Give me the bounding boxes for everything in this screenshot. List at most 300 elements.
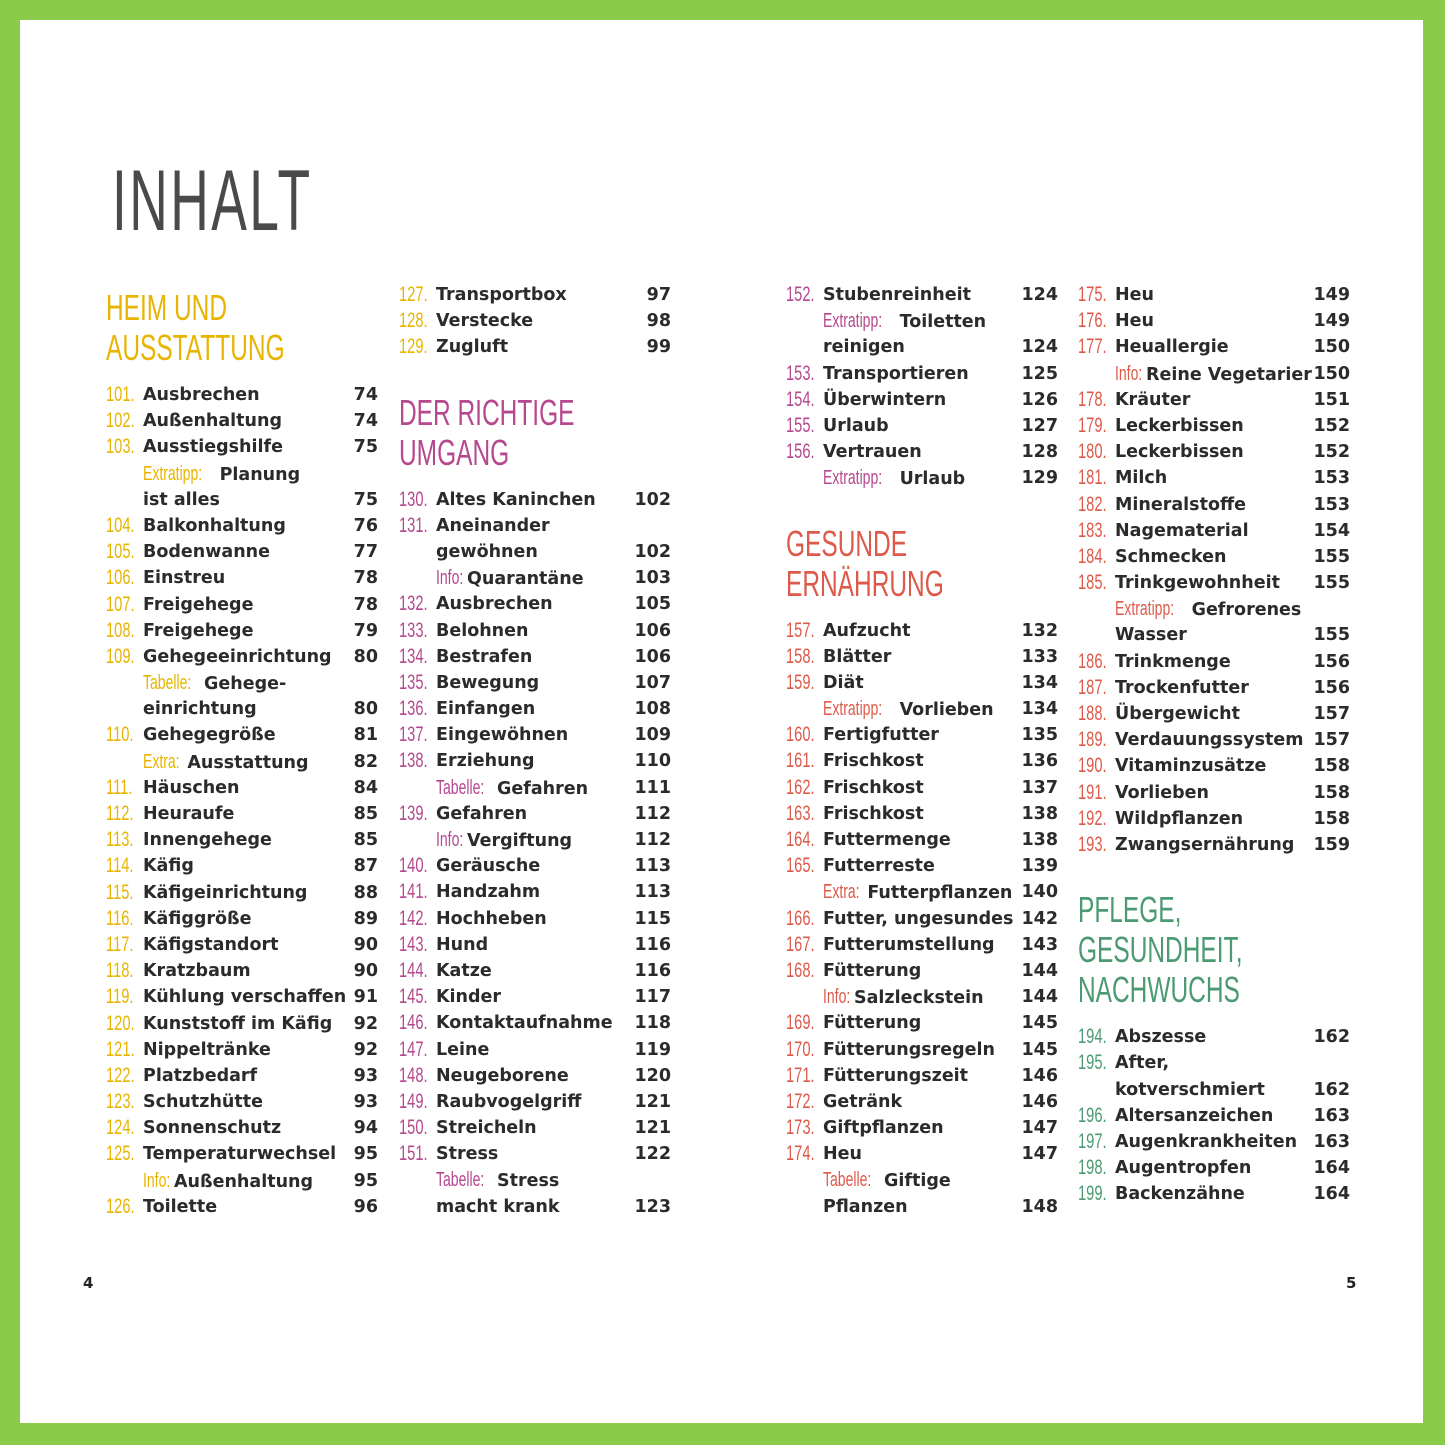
entry-label (143, 1194, 217, 1220)
toc-entry[interactable] (399, 618, 671, 644)
toc-entry[interactable] (106, 592, 378, 618)
entry-label (143, 984, 346, 1010)
section-gap (786, 492, 1058, 518)
entry-text: Verdauungssystem (1115, 730, 1304, 751)
toc-entry[interactable] (1078, 544, 1350, 570)
toc-entry[interactable] (1078, 282, 1350, 308)
toc-entry[interactable] (399, 853, 671, 879)
entry-label (143, 827, 272, 853)
entry-page: 139 (1021, 856, 1058, 877)
toc-entry[interactable] (399, 513, 671, 539)
entry-label (823, 775, 924, 801)
entry-text: Mineralstoffe (1115, 494, 1247, 515)
toc-entry[interactable] (399, 670, 671, 696)
entry-number: 116. (106, 906, 134, 930)
entry-text: Hund (436, 934, 489, 955)
entry-label (436, 958, 492, 984)
entry-label (436, 618, 528, 644)
entry-label (143, 1089, 263, 1115)
entry-label (143, 696, 257, 722)
entry-text: Heuallergie (1115, 337, 1229, 358)
entry-label (436, 722, 568, 748)
toc-entry[interactable] (399, 748, 671, 774)
toc-entry[interactable] (399, 282, 671, 308)
entry-page: 99 (646, 337, 671, 358)
entry-label (1115, 570, 1280, 596)
entry-page: 163 (1313, 1131, 1350, 1152)
toc-entry[interactable] (786, 439, 1058, 465)
entry-text: Freigehege (143, 594, 254, 615)
entry-text: Freigehege (143, 620, 254, 641)
entry-page: 109 (634, 725, 671, 746)
toc-entry[interactable] (1078, 649, 1350, 675)
entry-label (1115, 308, 1154, 334)
entry-text: Heuraufe (143, 804, 235, 824)
toc-subentry[interactable] (106, 670, 378, 696)
entry-page: 93 (353, 1092, 378, 1113)
toc-entry[interactable] (399, 1037, 671, 1063)
entry-text: Altersanzeichen (1115, 1105, 1274, 1126)
entry-label (823, 361, 969, 387)
entry-page: 164 (1313, 1158, 1350, 1179)
entry-number: 149. (399, 1089, 428, 1113)
entry-label (143, 513, 286, 539)
entry-page: 163 (1313, 1105, 1350, 1126)
toc-entry[interactable] (399, 1089, 671, 1115)
entry-text: Frischkost (823, 777, 924, 798)
entry-number: 190. (1078, 754, 1107, 778)
entry-text: Handzahm (436, 882, 541, 903)
entry-prefix: Extratipp: (823, 310, 883, 333)
toc-subentry[interactable] (1078, 1077, 1350, 1103)
toc-entry[interactable] (1078, 806, 1350, 832)
toc-entry[interactable] (786, 827, 1058, 853)
entry-label (143, 853, 194, 879)
entry-prefix: Info: (436, 829, 464, 851)
entry-prefix: Extra: (143, 750, 180, 773)
entry-page: 154 (1313, 520, 1350, 541)
toc-entry[interactable] (106, 539, 378, 565)
entry-text: Trinkgewohnheit (1115, 573, 1280, 594)
entry-number: 155. (786, 413, 815, 437)
entry-text: Leckerbissen (1115, 415, 1244, 436)
toc-entry[interactable] (399, 487, 671, 513)
entry-text: kotverschmiert (1115, 1079, 1265, 1100)
entry-number: 198. (1078, 1156, 1107, 1180)
toc-entry[interactable] (1078, 334, 1350, 360)
entry-text: Ausstattung (187, 752, 309, 773)
toc-entry[interactable] (399, 591, 671, 617)
entry-text: Außenhaltung (174, 1171, 314, 1192)
toc-entry[interactable] (1078, 753, 1350, 779)
entry-number: 121. (106, 1037, 135, 1061)
entry-page: 145 (1021, 1039, 1058, 1060)
entry-number: 134. (399, 644, 428, 668)
toc-entry[interactable] (1078, 1024, 1350, 1050)
entry-page: 155 (1313, 546, 1350, 567)
toc-entry[interactable] (786, 906, 1058, 932)
entry-number: 172. (786, 1089, 815, 1113)
entry-number: 146. (399, 1011, 428, 1035)
toc-entry[interactable] (786, 722, 1058, 748)
toc-subentry[interactable] (106, 1168, 378, 1194)
entry-page: 92 (353, 1039, 378, 1060)
toc-entry[interactable] (1078, 492, 1350, 518)
entry-text: Pflanzen (823, 1196, 908, 1217)
toc-entry[interactable] (786, 775, 1058, 801)
entry-text: Ausbrechen (143, 385, 260, 405)
toc-entry[interactable] (786, 748, 1058, 774)
toc-entry[interactable] (399, 1141, 671, 1167)
entry-label (436, 513, 550, 539)
entry-number: 156. (786, 440, 815, 464)
entry-label (1115, 780, 1209, 806)
entry-label (1115, 832, 1294, 858)
toc-entry[interactable] (106, 958, 378, 984)
toc-subentry[interactable] (1078, 361, 1350, 387)
toc-entry[interactable] (106, 775, 378, 801)
toc-entry[interactable] (1078, 1129, 1350, 1155)
entry-text: gewöhnen (436, 541, 538, 562)
entry-number: 177. (1078, 335, 1107, 359)
toc-subentry[interactable] (1078, 622, 1350, 648)
entry-label (143, 1063, 257, 1089)
entry-label (436, 308, 533, 334)
entry-page: 146 (1021, 1065, 1058, 1086)
section-heading (399, 387, 584, 473)
entry-text: Stress (436, 1144, 499, 1165)
entry-text: Vorlieben (899, 700, 994, 721)
toc-entry[interactable] (1078, 439, 1350, 465)
entry-label (436, 801, 527, 827)
entry-number: 178. (1078, 387, 1107, 411)
entry-text: Futterpflanzen (867, 883, 1013, 904)
entry-number: 165. (786, 854, 815, 878)
toc-subentry[interactable] (106, 461, 378, 487)
entry-label (436, 644, 532, 670)
entry-page: 110 (634, 751, 671, 772)
toc-subentry[interactable] (786, 1167, 1058, 1193)
toc-entry[interactable] (1078, 832, 1350, 858)
entry-number: 136. (399, 697, 428, 721)
entry-number: 119. (106, 985, 134, 1009)
entry-page: 75 (353, 437, 378, 458)
entry-text: Vertrauen (823, 442, 922, 463)
entry-text: Toilette (143, 1196, 218, 1217)
entry-text: Übergewicht (1115, 704, 1240, 724)
entry-page: 149 (1313, 285, 1350, 305)
toc-entry[interactable] (106, 513, 378, 539)
entry-label (143, 1011, 332, 1037)
toc-entry[interactable] (1078, 1155, 1350, 1181)
entry-page: 158 (1313, 756, 1350, 777)
entry-label (1115, 753, 1266, 779)
entry-text: Urlaub (899, 469, 966, 490)
toc-entry[interactable] (786, 618, 1058, 644)
entry-text: Milch (1115, 468, 1168, 489)
entry-text: Raubvogelgriff (436, 1091, 582, 1112)
toc-entry[interactable] (106, 1037, 378, 1063)
toc-entry[interactable] (106, 618, 378, 644)
toc-entry[interactable] (399, 1063, 671, 1089)
toc-column-3 (786, 282, 1058, 1220)
entry-text: Getränk (823, 1091, 903, 1112)
toc-entry[interactable] (106, 382, 378, 408)
heading-gap (106, 368, 378, 382)
toc-entry[interactable] (106, 827, 378, 853)
toc-subentry[interactable] (786, 308, 1058, 334)
entry-label (436, 853, 540, 879)
entry-label (143, 670, 286, 697)
entry-number: 175. (1078, 283, 1107, 306)
toc-subentry[interactable] (786, 984, 1058, 1010)
entry-page: 143 (1021, 934, 1058, 955)
toc-entry[interactable] (399, 696, 671, 722)
toc-entry[interactable] (1078, 1181, 1350, 1207)
entry-label (436, 334, 508, 360)
toc-entry[interactable] (106, 801, 378, 827)
entry-text: Gefahren (436, 803, 528, 824)
toc-entry[interactable] (1078, 727, 1350, 753)
entry-text: Leckerbissen (1115, 442, 1244, 463)
toc-entry[interactable] (106, 1141, 378, 1167)
entry-text: Schmecken (1115, 546, 1227, 567)
entry-page: 155 (1313, 573, 1350, 594)
page-number-left: 4 (83, 1274, 94, 1292)
entry-number: 142. (399, 906, 428, 930)
entry-number: 129. (399, 335, 428, 359)
toc-entry[interactable] (106, 722, 378, 748)
toc-subentry[interactable] (106, 749, 378, 775)
toc-entry[interactable] (106, 1115, 378, 1141)
entry-text: Streicheln (436, 1118, 537, 1139)
entry-label (436, 879, 540, 905)
entry-number: 114. (106, 854, 134, 878)
toc-entry[interactable] (399, 1115, 671, 1141)
toc-entry[interactable] (106, 880, 378, 906)
toc-entry[interactable] (1078, 387, 1350, 413)
toc-entry[interactable] (106, 1194, 378, 1220)
toc-entry[interactable] (1078, 1050, 1350, 1076)
toc-entry[interactable] (786, 282, 1058, 308)
toc-entry[interactable] (106, 434, 378, 460)
toc-entry[interactable] (399, 932, 671, 958)
toc-subentry[interactable] (106, 487, 378, 513)
toc-entry[interactable] (399, 644, 671, 670)
entry-page: 90 (353, 961, 378, 982)
toc-entry[interactable] (106, 853, 378, 879)
entry-page: 134 (1021, 672, 1058, 693)
entry-label (823, 644, 891, 670)
entry-text: Geräusche (436, 856, 541, 877)
toc-subentry[interactable] (786, 1194, 1058, 1220)
entry-page: 150 (1313, 363, 1350, 384)
entry-page: 87 (353, 856, 378, 877)
entry-text: Futterumstellung (823, 934, 995, 955)
entry-text: Erziehung (436, 751, 535, 772)
entry-prefix: Tabelle: (823, 1169, 872, 1192)
entry-number: 180. (1078, 440, 1107, 464)
toc-subentry[interactable] (786, 465, 1058, 491)
entry-label (823, 748, 924, 774)
toc-subentry[interactable] (399, 539, 671, 565)
toc-entry[interactable] (399, 334, 671, 360)
entry-prefix: Tabelle: (436, 776, 485, 799)
toc-entry[interactable] (399, 801, 671, 827)
entry-page: 124 (1021, 285, 1058, 305)
toc-entry[interactable] (399, 906, 671, 932)
toc-entry[interactable] (786, 1141, 1058, 1167)
toc-entry[interactable] (106, 932, 378, 958)
entry-text: Kühlung verschaffen (143, 987, 347, 1008)
entry-page: 92 (353, 1013, 378, 1034)
toc-subentry[interactable] (786, 879, 1058, 905)
toc-entry[interactable] (106, 984, 378, 1010)
entry-text: reinigen (823, 337, 905, 358)
entry-page: 119 (634, 1039, 671, 1060)
toc-entry[interactable] (786, 958, 1058, 984)
toc-entry[interactable] (1078, 1103, 1350, 1129)
toc-column-4 (1078, 282, 1350, 1207)
entry-text: Heu (823, 1144, 862, 1165)
section-gap (1078, 858, 1350, 884)
entry-prefix: Extra: (823, 881, 860, 904)
toc-entry[interactable] (786, 1063, 1058, 1089)
toc-subentry[interactable] (399, 1194, 671, 1220)
entry-text: Belohnen (436, 620, 529, 641)
toc-entry[interactable] (106, 1063, 378, 1089)
entry-text: Fütterung (823, 960, 922, 981)
entry-number: 163. (786, 801, 815, 825)
toc-entry[interactable] (106, 408, 378, 434)
toc-entry[interactable] (1078, 465, 1350, 491)
toc-entry[interactable] (106, 565, 378, 591)
toc-entry[interactable] (1078, 518, 1350, 544)
toc-entry[interactable] (1078, 413, 1350, 439)
entry-label (436, 775, 588, 802)
toc-subentry[interactable] (1078, 596, 1350, 622)
entry-label (1115, 1103, 1273, 1129)
toc-entry[interactable] (786, 1115, 1058, 1141)
entry-text: Planung (219, 464, 301, 485)
entry-label (143, 775, 240, 801)
entry-label (436, 748, 535, 774)
entry-text: Trockenfutter (1115, 677, 1249, 698)
entry-page: 162 (1313, 1079, 1350, 1100)
entry-label (823, 722, 939, 748)
entry-number: 161. (786, 749, 815, 773)
toc-entry[interactable] (106, 644, 378, 670)
entry-number: 184. (1078, 544, 1107, 568)
entry-text: Nagematerial (1115, 520, 1249, 541)
entry-text: Fütterung (823, 1013, 922, 1034)
entry-label (436, 696, 535, 722)
entry-page: 111 (634, 777, 671, 798)
toc-entry[interactable] (399, 958, 671, 984)
entry-label (823, 618, 910, 644)
toc-entry[interactable] (786, 932, 1058, 958)
entry-number: 192. (1078, 806, 1107, 830)
toc-entry[interactable] (1078, 780, 1350, 806)
entry-label (1115, 596, 1301, 623)
entry-number: 110. (106, 723, 134, 747)
toc-entry[interactable] (786, 1037, 1058, 1063)
toc-entry[interactable] (786, 853, 1058, 879)
entry-label (823, 984, 984, 1011)
toc-entry[interactable] (1078, 675, 1350, 701)
entry-text: macht krank (436, 1196, 560, 1217)
entry-label (1115, 1050, 1169, 1076)
toc-entry[interactable] (786, 1010, 1058, 1036)
toc-entry[interactable] (399, 1010, 671, 1036)
entry-label (1115, 1024, 1206, 1050)
entry-number: 117. (106, 932, 134, 956)
entry-label (823, 1141, 862, 1167)
entry-label (823, 387, 946, 413)
entry-text: Futterreste (823, 856, 935, 877)
section-gap (399, 361, 671, 387)
section-heading-line: HEIM UND (106, 287, 228, 328)
entry-text: Vorlieben (1115, 782, 1209, 803)
entry-text: Eingewöhnen (436, 725, 569, 746)
toc-subentry[interactable] (399, 775, 671, 801)
toc-entry[interactable] (786, 801, 1058, 827)
entry-text: Käfig (143, 856, 194, 877)
entry-page: 149 (1313, 311, 1350, 332)
entry-page: 118 (634, 1013, 671, 1034)
entry-number: 103. (106, 435, 135, 459)
toc-entry[interactable] (399, 984, 671, 1010)
entry-number: 101. (106, 383, 135, 406)
toc-subentry[interactable] (786, 696, 1058, 722)
toc-entry[interactable] (1078, 308, 1350, 334)
entry-page: 146 (1021, 1091, 1058, 1112)
toc-entry[interactable] (399, 879, 671, 905)
toc-entry[interactable] (786, 387, 1058, 413)
entry-label (1115, 361, 1312, 388)
toc-subentry[interactable] (399, 1167, 671, 1193)
entry-page: 124 (1021, 337, 1058, 358)
entry-text: Giftpflanzen (823, 1118, 944, 1139)
toc-entry[interactable] (399, 722, 671, 748)
entry-label (823, 334, 905, 360)
toc-subentry[interactable] (399, 565, 671, 591)
section-heading-line: GESUNDHEIT, (1078, 929, 1243, 971)
toc-entry[interactable] (1078, 701, 1350, 727)
toc-entry[interactable] (786, 1089, 1058, 1115)
toc-entry[interactable] (786, 670, 1058, 696)
toc-subentry[interactable] (786, 334, 1058, 360)
entry-page: 153 (1313, 468, 1350, 489)
toc-entry[interactable] (106, 906, 378, 932)
toc-entry[interactable] (1078, 570, 1350, 596)
entry-number: 122. (106, 1063, 135, 1087)
entry-number: 147. (399, 1037, 428, 1061)
entry-text: Zugluft (436, 337, 509, 358)
toc-entry[interactable] (399, 308, 671, 334)
entry-label (143, 722, 276, 748)
toc-entry[interactable] (786, 413, 1058, 439)
toc-entry[interactable] (786, 644, 1058, 670)
toc-entry[interactable] (106, 1089, 378, 1115)
toc-subentry[interactable] (106, 696, 378, 722)
toc-entry[interactable] (106, 1011, 378, 1037)
toc-subentry[interactable] (399, 827, 671, 853)
entry-text: Kontaktaufnahme (436, 1013, 613, 1034)
toc-entry[interactable] (786, 361, 1058, 387)
entry-number: 173. (786, 1116, 815, 1140)
entry-text: Futtermenge (823, 830, 951, 850)
